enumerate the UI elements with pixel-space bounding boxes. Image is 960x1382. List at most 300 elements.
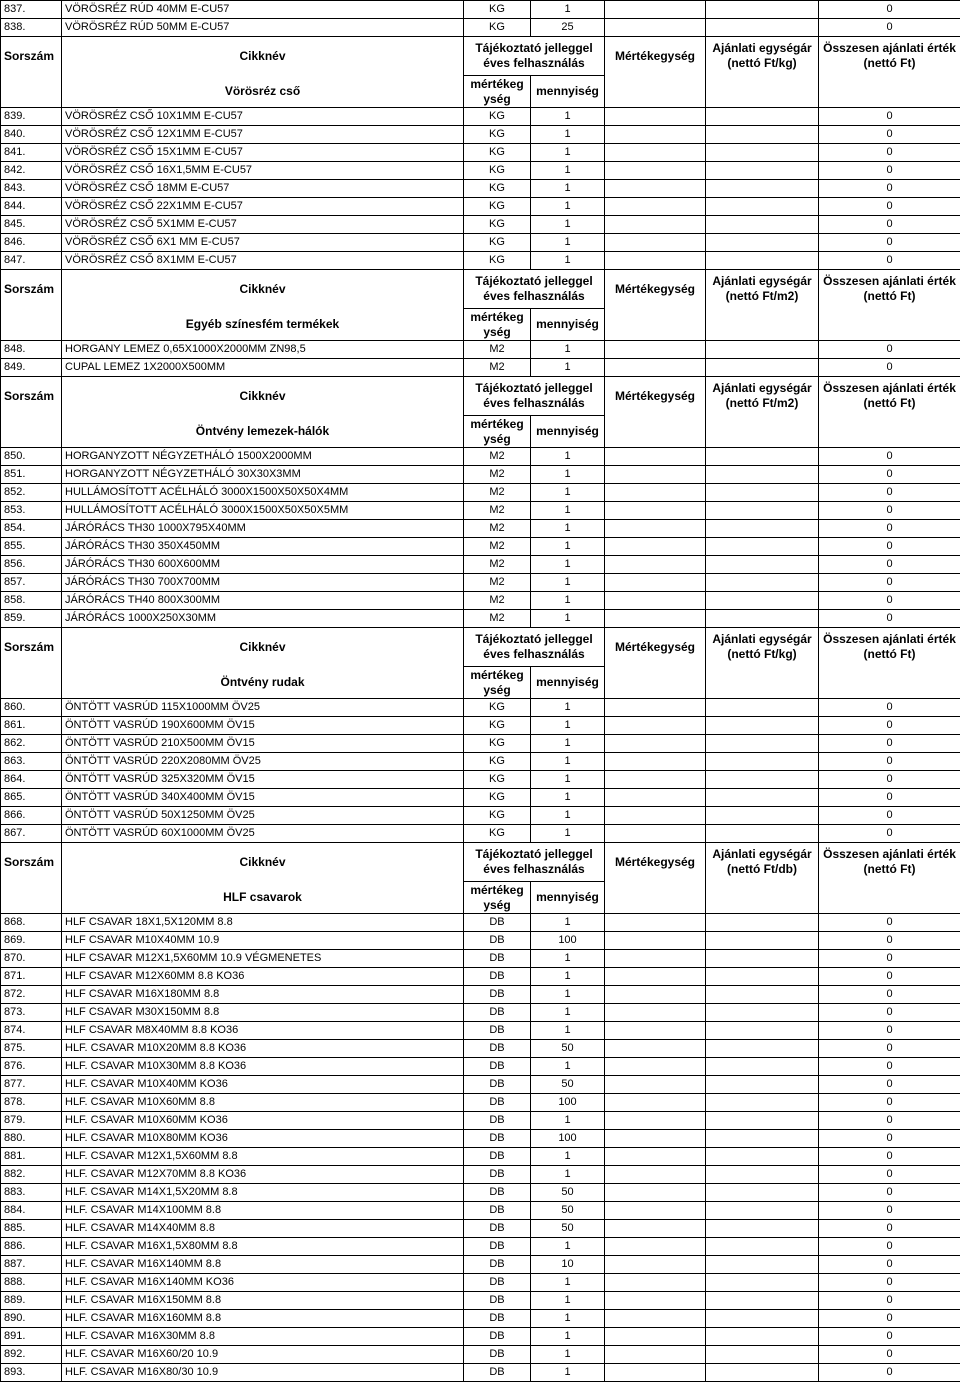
item-name: HLF CSAVAR M30X150MM 8.8 <box>62 1004 464 1022</box>
item-quantity: 1 <box>531 1346 605 1364</box>
table-row <box>1 825 960 843</box>
item-unit: M2 <box>464 592 531 610</box>
item-name: ÖNTÖTT VASRÚD 190X600MM ÖV15 <box>62 717 464 735</box>
item-quantity: 1 <box>531 1004 605 1022</box>
item-name: HLF. CSAVAR M16X160MM 8.8 <box>62 1310 464 1328</box>
item-unit: KG <box>464 108 531 126</box>
item-unit: DB <box>464 1058 531 1076</box>
row-number: 845. <box>1 216 62 234</box>
empty-mertekegyseg <box>605 1166 706 1184</box>
col-header-mertekegyseg-cont <box>605 416 706 448</box>
empty-unit-price <box>706 1292 819 1310</box>
empty-unit-price <box>706 610 819 628</box>
item-quantity: 50 <box>531 1040 605 1058</box>
row-number: 886. <box>1 1238 62 1256</box>
row-number: 850. <box>1 448 62 466</box>
item-unit: KG <box>464 717 531 735</box>
empty-unit-price <box>706 144 819 162</box>
section-header-row-2 <box>1 76 960 108</box>
empty-unit-price <box>706 1 819 19</box>
empty-mertekegyseg <box>605 1076 706 1094</box>
col-header-sorszam-cont <box>1 882 62 914</box>
section-header-row-2 <box>1 882 960 914</box>
row-number: 869. <box>1 932 62 950</box>
item-total: 0 <box>819 574 960 592</box>
empty-unit-price <box>706 520 819 538</box>
item-unit: DB <box>464 1004 531 1022</box>
item-name: JÁRÓRÁCS TH30 350X450MM <box>62 538 464 556</box>
section-header-row-2 <box>1 309 960 341</box>
item-total: 0 <box>819 180 960 198</box>
table-row <box>1 592 960 610</box>
col-header-mertekegyseg-cont <box>605 882 706 914</box>
item-unit: M2 <box>464 556 531 574</box>
empty-mertekegyseg <box>605 108 706 126</box>
item-unit: M2 <box>464 341 531 359</box>
item-quantity: 1 <box>531 1022 605 1040</box>
item-quantity: 1 <box>531 538 605 556</box>
col-header-osszesen: Összesen ajánlati érték (nettó Ft) <box>819 377 960 416</box>
item-quantity: 1 <box>531 1148 605 1166</box>
empty-unit-price <box>706 162 819 180</box>
item-unit: M2 <box>464 484 531 502</box>
empty-mertekegyseg <box>605 502 706 520</box>
table-row <box>1 484 960 502</box>
empty-unit-price <box>706 19 819 37</box>
table-row <box>1 968 960 986</box>
row-number: 873. <box>1 1004 62 1022</box>
col-header-unit-price: Ajánlati egységár (nettó Ft/kg) <box>706 628 819 667</box>
item-total: 0 <box>819 198 960 216</box>
item-name: HLF. CSAVAR M12X70MM 8.8 KO36 <box>62 1166 464 1184</box>
item-unit: M2 <box>464 520 531 538</box>
item-total: 0 <box>819 466 960 484</box>
empty-unit-price <box>706 556 819 574</box>
item-name: HLF. CSAVAR M10X30MM 8.8 KO36 <box>62 1058 464 1076</box>
table-row <box>1 1184 960 1202</box>
item-total: 0 <box>819 538 960 556</box>
table-row <box>1 1328 960 1346</box>
item-unit: DB <box>464 1148 531 1166</box>
section-header-row <box>1 37 960 76</box>
item-quantity: 1 <box>531 466 605 484</box>
item-total: 0 <box>819 556 960 574</box>
item-quantity: 1 <box>531 1274 605 1292</box>
item-unit: M2 <box>464 359 531 377</box>
item-total: 0 <box>819 1 960 19</box>
empty-mertekegyseg <box>605 1148 706 1166</box>
row-number: 846. <box>1 234 62 252</box>
table-row <box>1 1 960 19</box>
item-total: 0 <box>819 1040 960 1058</box>
item-name: ÖNTÖTT VASRÚD 325X320MM ÖV15 <box>62 771 464 789</box>
col-header-sorszam-cont <box>1 667 62 699</box>
empty-mertekegyseg <box>605 234 706 252</box>
row-number: 863. <box>1 753 62 771</box>
item-unit: M2 <box>464 466 531 484</box>
item-unit: KG <box>464 180 531 198</box>
item-name: VÖRÖSRÉZ CSŐ 18MM E-CU57 <box>62 180 464 198</box>
item-quantity: 1 <box>531 789 605 807</box>
item-name: VÖRÖSRÉZ CSŐ 12X1MM E-CU57 <box>62 126 464 144</box>
item-name: HLF. CSAVAR M10X20MM 8.8 KO36 <box>62 1040 464 1058</box>
item-unit: KG <box>464 234 531 252</box>
empty-mertekegyseg <box>605 1112 706 1130</box>
table-row <box>1 1040 960 1058</box>
item-total: 0 <box>819 592 960 610</box>
table-row <box>1 753 960 771</box>
item-unit: DB <box>464 1076 531 1094</box>
empty-unit-price <box>706 1256 819 1274</box>
table-row <box>1 216 960 234</box>
empty-mertekegyseg <box>605 735 706 753</box>
item-name: HLF. CSAVAR M16X80/30 10.9 <box>62 1364 464 1382</box>
table-row <box>1 341 960 359</box>
row-number: 868. <box>1 914 62 932</box>
row-number: 855. <box>1 538 62 556</box>
empty-unit-price <box>706 789 819 807</box>
item-name: ÖNTÖTT VASRÚD 60X1000MM ÖV25 <box>62 825 464 843</box>
item-total: 0 <box>819 968 960 986</box>
col-header-sorszam: Sorszám <box>1 377 62 416</box>
empty-mertekegyseg <box>605 932 706 950</box>
empty-mertekegyseg <box>605 180 706 198</box>
row-number: 865. <box>1 789 62 807</box>
col-header-osszesen: Összesen ajánlati érték (nettó Ft) <box>819 37 960 76</box>
table-row <box>1 1058 960 1076</box>
table-row <box>1 556 960 574</box>
empty-unit-price <box>706 448 819 466</box>
table-row <box>1 234 960 252</box>
item-total: 0 <box>819 610 960 628</box>
item-total: 0 <box>819 1364 960 1382</box>
section-header-row <box>1 628 960 667</box>
col-header-cikknev: Cikknév <box>62 843 464 882</box>
empty-unit-price <box>706 108 819 126</box>
empty-mertekegyseg <box>605 556 706 574</box>
col-header-cikknev: Cikknév <box>62 628 464 667</box>
empty-mertekegyseg <box>605 986 706 1004</box>
table-row <box>1 1346 960 1364</box>
empty-mertekegyseg <box>605 1130 706 1148</box>
col-header-mertekegyseg-cont <box>605 667 706 699</box>
item-quantity: 1 <box>531 807 605 825</box>
row-number: 857. <box>1 574 62 592</box>
item-total: 0 <box>819 932 960 950</box>
table-row <box>1 1256 960 1274</box>
item-unit: DB <box>464 1202 531 1220</box>
item-unit: DB <box>464 914 531 932</box>
empty-mertekegyseg <box>605 19 706 37</box>
row-number: 839. <box>1 108 62 126</box>
item-quantity: 1 <box>531 950 605 968</box>
item-total: 0 <box>819 19 960 37</box>
item-total: 0 <box>819 1094 960 1112</box>
row-number: 884. <box>1 1202 62 1220</box>
item-quantity: 1 <box>531 108 605 126</box>
item-total: 0 <box>819 1004 960 1022</box>
table-row <box>1 144 960 162</box>
item-name: VÖRÖSRÉZ CSŐ 8X1MM E-CU57 <box>62 252 464 270</box>
empty-unit-price <box>706 968 819 986</box>
empty-unit-price <box>706 1004 819 1022</box>
empty-unit-price <box>706 735 819 753</box>
empty-unit-price <box>706 1130 819 1148</box>
empty-unit-price <box>706 1202 819 1220</box>
item-quantity: 1 <box>531 502 605 520</box>
item-name: VÖRÖSRÉZ CSŐ 15X1MM E-CU57 <box>62 144 464 162</box>
row-number: 889. <box>1 1292 62 1310</box>
item-name: HORGANYZOTT NÉGYZETHÁLÓ 1500X2000MM <box>62 448 464 466</box>
item-name: VÖRÖSRÉZ CSŐ 5X1MM E-CU57 <box>62 216 464 234</box>
empty-mertekegyseg <box>605 198 706 216</box>
item-unit: KG <box>464 789 531 807</box>
empty-mertekegyseg <box>605 968 706 986</box>
item-name: VÖRÖSRÉZ RÚD 40MM E-CU57 <box>62 1 464 19</box>
item-quantity: 50 <box>531 1076 605 1094</box>
item-quantity: 1 <box>531 216 605 234</box>
item-quantity: 1 <box>531 1292 605 1310</box>
col-header-mertekegyseg-cont <box>605 309 706 341</box>
table-row <box>1 914 960 932</box>
empty-unit-price <box>706 180 819 198</box>
empty-unit-price <box>706 502 819 520</box>
item-name: VÖRÖSRÉZ CSŐ 22X1MM E-CU57 <box>62 198 464 216</box>
col-header-tajekoztato: Tájékoztató jelleggel éves felhasználás <box>464 628 605 667</box>
item-name: HLF. CSAVAR M10X40MM KO36 <box>62 1076 464 1094</box>
item-name: HORGANYZOTT NÉGYZETHÁLÓ 30X30X3MM <box>62 466 464 484</box>
table-row <box>1 610 960 628</box>
item-quantity: 1 <box>531 520 605 538</box>
table-row <box>1 735 960 753</box>
empty-unit-price <box>706 753 819 771</box>
item-quantity: 1 <box>531 753 605 771</box>
row-number: 891. <box>1 1328 62 1346</box>
empty-unit-price <box>706 252 819 270</box>
item-quantity: 1 <box>531 771 605 789</box>
item-total: 0 <box>819 448 960 466</box>
table-row <box>1 448 960 466</box>
item-total: 0 <box>819 699 960 717</box>
item-name: JÁRÓRÁCS TH30 600X600MM <box>62 556 464 574</box>
empty-unit-price <box>706 359 819 377</box>
item-quantity: 1 <box>531 1166 605 1184</box>
col-header-tajekoztato: Tájékoztató jelleggel éves felhasználás <box>464 37 605 76</box>
row-number: 856. <box>1 556 62 574</box>
empty-unit-price <box>706 1022 819 1040</box>
empty-unit-price <box>706 914 819 932</box>
col-header-sorszam-cont <box>1 309 62 341</box>
item-unit: KG <box>464 162 531 180</box>
empty-unit-price <box>706 1220 819 1238</box>
item-quantity: 1 <box>531 234 605 252</box>
item-name: HLF. CSAVAR M10X60MM 8.8 <box>62 1094 464 1112</box>
item-unit: M2 <box>464 502 531 520</box>
col-header-sorszam-cont <box>1 416 62 448</box>
empty-unit-price <box>706 1058 819 1076</box>
item-unit: M2 <box>464 574 531 592</box>
item-unit: DB <box>464 1256 531 1274</box>
table-row <box>1 538 960 556</box>
item-quantity: 50 <box>531 1220 605 1238</box>
item-total: 0 <box>819 914 960 932</box>
col-header-osszesen-cont <box>819 882 960 914</box>
col-header-tajekoztato: Tájékoztató jelleggel éves felhasználás <box>464 377 605 416</box>
col-header-mennyiseg: mennyiség <box>531 309 605 341</box>
col-header-osszesen-cont <box>819 416 960 448</box>
item-total: 0 <box>819 1202 960 1220</box>
empty-mertekegyseg <box>605 1184 706 1202</box>
empty-mertekegyseg <box>605 448 706 466</box>
item-unit: DB <box>464 986 531 1004</box>
row-number: 864. <box>1 771 62 789</box>
row-number: 866. <box>1 807 62 825</box>
table-row <box>1 1094 960 1112</box>
col-header-mertekegyseg: Mértékegység <box>605 377 706 416</box>
empty-mertekegyseg <box>605 1256 706 1274</box>
table-row <box>1 1130 960 1148</box>
row-number: 887. <box>1 1256 62 1274</box>
table-row <box>1 466 960 484</box>
item-total: 0 <box>819 1076 960 1094</box>
item-quantity: 1 <box>531 341 605 359</box>
item-name: HLF CSAVAR 18X1,5X120MM 8.8 <box>62 914 464 932</box>
row-number: 870. <box>1 950 62 968</box>
item-quantity: 1 <box>531 162 605 180</box>
table-row <box>1 1166 960 1184</box>
item-total: 0 <box>819 341 960 359</box>
row-number: 862. <box>1 735 62 753</box>
empty-mertekegyseg <box>605 592 706 610</box>
item-unit: DB <box>464 1040 531 1058</box>
col-header-mertekegyseg: Mértékegység <box>605 628 706 667</box>
item-total: 0 <box>819 825 960 843</box>
col-header-unit-price-cont <box>706 416 819 448</box>
item-quantity: 1 <box>531 592 605 610</box>
item-unit: M2 <box>464 538 531 556</box>
col-header-osszesen: Összesen ajánlati érték (nettó Ft) <box>819 270 960 309</box>
item-total: 0 <box>819 1148 960 1166</box>
item-quantity: 100 <box>531 1130 605 1148</box>
empty-unit-price <box>706 1094 819 1112</box>
row-number: 858. <box>1 592 62 610</box>
empty-unit-price <box>706 717 819 735</box>
item-quantity: 1 <box>531 126 605 144</box>
item-quantity: 10 <box>531 1256 605 1274</box>
row-number: 838. <box>1 19 62 37</box>
item-unit: KG <box>464 771 531 789</box>
col-header-unit-price: Ajánlati egységár (nettó Ft/kg) <box>706 37 819 76</box>
col-header-mertekegyseg-short: mértékeg ység <box>464 309 531 341</box>
section-header-row <box>1 377 960 416</box>
item-name: HLF CSAVAR M10X40MM 10.9 <box>62 932 464 950</box>
empty-unit-price <box>706 484 819 502</box>
table-row <box>1 1274 960 1292</box>
empty-mertekegyseg <box>605 341 706 359</box>
item-name: HLF. CSAVAR M16X30MM 8.8 <box>62 1328 464 1346</box>
table-row <box>1 162 960 180</box>
item-unit: DB <box>464 1274 531 1292</box>
table-row <box>1 359 960 377</box>
empty-unit-price <box>706 1148 819 1166</box>
table-row <box>1 1148 960 1166</box>
row-number: 893. <box>1 1364 62 1382</box>
col-header-mertekegyseg-short: mértékeg ység <box>464 416 531 448</box>
item-name: VÖRÖSRÉZ CSŐ 16X1,5MM E-CU57 <box>62 162 464 180</box>
item-name: HLF. CSAVAR M14X100MM 8.8 <box>62 1202 464 1220</box>
item-quantity: 1 <box>531 914 605 932</box>
item-unit: DB <box>464 1220 531 1238</box>
empty-mertekegyseg <box>605 1310 706 1328</box>
table-row <box>1 950 960 968</box>
row-number: 880. <box>1 1130 62 1148</box>
empty-mertekegyseg <box>605 484 706 502</box>
item-unit: DB <box>464 950 531 968</box>
empty-mertekegyseg <box>605 359 706 377</box>
item-name: HULLÁMOSÍTOTT ACÉLHÁLÓ 3000X1500X50X50X5MM <box>62 502 464 520</box>
item-total: 0 <box>819 520 960 538</box>
empty-mertekegyseg <box>605 1202 706 1220</box>
row-number: 848. <box>1 341 62 359</box>
empty-unit-price <box>706 1184 819 1202</box>
item-quantity: 1 <box>531 699 605 717</box>
table-row <box>1 1112 960 1130</box>
item-quantity: 1 <box>531 986 605 1004</box>
table-row <box>1 1292 960 1310</box>
item-total: 0 <box>819 1310 960 1328</box>
empty-unit-price <box>706 466 819 484</box>
table-row <box>1 19 960 37</box>
item-total: 0 <box>819 1328 960 1346</box>
empty-mertekegyseg <box>605 950 706 968</box>
section-title: HLF csavarok <box>62 882 464 914</box>
row-number: 878. <box>1 1094 62 1112</box>
table-row <box>1 1238 960 1256</box>
item-name: HLF. CSAVAR M16X140MM KO36 <box>62 1274 464 1292</box>
item-name: VÖRÖSRÉZ RÚD 50MM E-CU57 <box>62 19 464 37</box>
table-row <box>1 502 960 520</box>
item-name: HLF. CSAVAR M14X1,5X20MM 8.8 <box>62 1184 464 1202</box>
table-row <box>1 1220 960 1238</box>
empty-unit-price <box>706 825 819 843</box>
col-header-mertekegyseg-cont <box>605 76 706 108</box>
item-name: HLF CSAVAR M16X180MM 8.8 <box>62 986 464 1004</box>
section-header-row <box>1 270 960 309</box>
item-quantity: 25 <box>531 19 605 37</box>
table-row <box>1 1202 960 1220</box>
col-header-unit-price-cont <box>706 309 819 341</box>
item-total: 0 <box>819 126 960 144</box>
section-title: Egyéb színesfém termékek <box>62 309 464 341</box>
item-quantity: 1 <box>531 1310 605 1328</box>
empty-unit-price <box>706 1040 819 1058</box>
item-unit: KG <box>464 198 531 216</box>
empty-mertekegyseg <box>605 574 706 592</box>
col-header-osszesen-cont <box>819 309 960 341</box>
row-number: 861. <box>1 717 62 735</box>
empty-mertekegyseg <box>605 144 706 162</box>
item-total: 0 <box>819 108 960 126</box>
item-unit: KG <box>464 252 531 270</box>
item-total: 0 <box>819 1220 960 1238</box>
col-header-tajekoztato: Tájékoztató jelleggel éves felhasználás <box>464 843 605 882</box>
section-header-row-2 <box>1 667 960 699</box>
item-total: 0 <box>819 1112 960 1130</box>
col-header-tajekoztato: Tájékoztató jelleggel éves felhasználás <box>464 270 605 309</box>
empty-mertekegyseg <box>605 162 706 180</box>
item-total: 0 <box>819 1022 960 1040</box>
row-number: 872. <box>1 986 62 1004</box>
